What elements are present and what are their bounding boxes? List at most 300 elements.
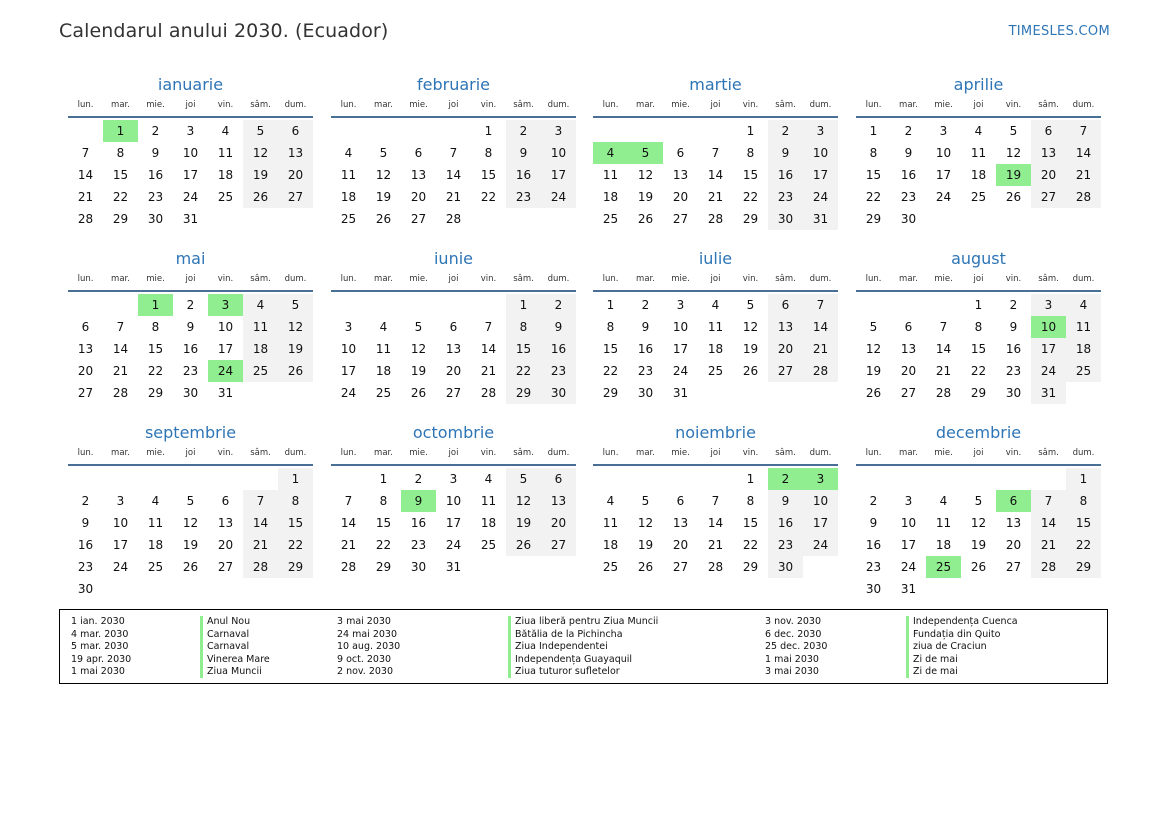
day-cell: 27 bbox=[541, 534, 576, 556]
day-cell: 30 bbox=[637, 386, 654, 400]
day-cell: 2 bbox=[414, 472, 423, 486]
weekday-label: sâm. bbox=[513, 448, 534, 458]
day-cell: 3 bbox=[116, 494, 125, 508]
weekday-label: lun. bbox=[865, 100, 882, 110]
weekday-label: joi bbox=[448, 274, 459, 284]
month-divider bbox=[856, 116, 1101, 118]
weekday-label: mar. bbox=[374, 274, 393, 284]
day-cell: 26 bbox=[1005, 190, 1022, 204]
holiday-date: 6 dec. 2030 bbox=[765, 628, 822, 640]
day-cell: 18 bbox=[602, 538, 619, 552]
day-cell: 7 bbox=[243, 490, 278, 512]
day-cell: 22 bbox=[742, 190, 759, 204]
month-name: august bbox=[951, 249, 1006, 268]
day-cell: 15 bbox=[147, 342, 164, 356]
weekday-label: mar. bbox=[899, 274, 918, 284]
day-cell: 1 bbox=[974, 298, 983, 312]
day-cell: 9 bbox=[641, 320, 650, 334]
weekday-label: dum. bbox=[809, 274, 832, 284]
weekday-label: vin. bbox=[217, 274, 234, 284]
day-cell: 1 bbox=[506, 294, 541, 316]
weekday-label: lun. bbox=[602, 100, 619, 110]
day-cell: 16 bbox=[768, 164, 803, 186]
day-cell: 2 bbox=[1009, 298, 1018, 312]
day-cell: 15 bbox=[970, 342, 987, 356]
month-name: aprilie bbox=[953, 75, 1004, 94]
day-cell: 2 bbox=[151, 124, 160, 138]
day-cell: 29 bbox=[1066, 556, 1101, 578]
weekday-label: vin. bbox=[480, 448, 497, 458]
day-cell: 19 bbox=[375, 190, 392, 204]
day-cell: 26 bbox=[182, 560, 199, 574]
day-cell: 11 bbox=[217, 146, 234, 160]
day-cell: 12 bbox=[742, 320, 759, 334]
day-cell: 22 bbox=[480, 190, 497, 204]
holiday-date: 10 aug. 2030 bbox=[337, 641, 401, 652]
weekday-label: joi bbox=[973, 448, 984, 458]
weekday-label: sâm. bbox=[1038, 100, 1059, 110]
day-cell: 10 bbox=[112, 516, 129, 530]
day-cell: 21 bbox=[340, 538, 357, 552]
weekday-label: lun. bbox=[340, 274, 357, 284]
holiday-name: Ziua Muncii bbox=[207, 666, 262, 677]
day-cell: 7 bbox=[449, 146, 458, 160]
day-cell: 30 bbox=[1005, 386, 1022, 400]
day-cell: 13 bbox=[1005, 516, 1022, 530]
day-cell: 25 bbox=[970, 190, 987, 204]
day-cell: 15 bbox=[742, 516, 759, 530]
day-cell: 8 bbox=[869, 146, 878, 160]
day-cell: 6 bbox=[414, 146, 423, 160]
day-cell: 14 bbox=[480, 342, 497, 356]
weekday-label: joi bbox=[185, 100, 196, 110]
holiday-day-cell: 6 bbox=[996, 490, 1031, 512]
holiday-date: 25 dec. 2030 bbox=[765, 641, 828, 652]
day-cell: 19 bbox=[506, 512, 541, 534]
weekday-label: vin. bbox=[217, 448, 234, 458]
day-cell: 10 bbox=[803, 142, 838, 164]
day-cell: 15 bbox=[480, 168, 497, 182]
day-cell: 24 bbox=[340, 386, 357, 400]
day-cell: 12 bbox=[637, 168, 654, 182]
day-cell: 28 bbox=[1066, 186, 1101, 208]
day-cell: 17 bbox=[182, 168, 199, 182]
day-cell: 14 bbox=[77, 168, 94, 182]
day-cell: 24 bbox=[803, 186, 838, 208]
day-cell: 21 bbox=[707, 538, 724, 552]
day-cell: 12 bbox=[865, 342, 882, 356]
day-cell: 17 bbox=[935, 168, 952, 182]
holiday-marker bbox=[906, 616, 909, 678]
day-cell: 13 bbox=[672, 168, 689, 182]
day-cell: 21 bbox=[935, 364, 952, 378]
month-ianuarie bbox=[68, 74, 313, 252]
weekday-label: vin. bbox=[742, 100, 759, 110]
day-cell: 30 bbox=[147, 212, 164, 226]
day-cell: 16 bbox=[147, 168, 164, 182]
day-cell: 11 bbox=[375, 342, 392, 356]
day-cell: 29 bbox=[112, 212, 129, 226]
day-cell: 6 bbox=[904, 320, 913, 334]
weekday-label: mie. bbox=[409, 448, 428, 458]
month-name: septembrie bbox=[144, 423, 237, 442]
day-cell: 20 bbox=[77, 364, 94, 378]
weekday-label: vin. bbox=[1005, 274, 1022, 284]
holiday-name: Carnaval bbox=[207, 628, 250, 640]
weekday-label: mar. bbox=[636, 100, 655, 110]
holiday-name: Ziua tuturor sufletelor bbox=[515, 666, 620, 677]
day-cell: 22 bbox=[1066, 534, 1101, 556]
weekday-label: mie. bbox=[934, 100, 953, 110]
day-cell: 22 bbox=[375, 538, 392, 552]
day-cell: 14 bbox=[803, 316, 838, 338]
day-cell: 26 bbox=[243, 186, 278, 208]
day-cell: 7 bbox=[81, 146, 90, 160]
day-cell: 12 bbox=[637, 516, 654, 530]
weekday-label: mie. bbox=[146, 274, 165, 284]
day-cell: 9 bbox=[541, 316, 576, 338]
day-cell: 10 bbox=[803, 490, 838, 512]
weekday-label: dum. bbox=[1072, 100, 1095, 110]
day-cell: 22 bbox=[112, 190, 129, 204]
day-cell: 17 bbox=[803, 164, 838, 186]
holiday-date: 24 mai 2030 bbox=[337, 628, 398, 640]
weekday-label: sâm. bbox=[1038, 274, 1059, 284]
day-cell: 13 bbox=[672, 516, 689, 530]
weekday-label: mie. bbox=[409, 274, 428, 284]
day-cell: 15 bbox=[742, 168, 759, 182]
day-cell: 10 bbox=[217, 320, 234, 334]
day-cell: 10 bbox=[541, 142, 576, 164]
day-cell: 8 bbox=[746, 494, 755, 508]
month-name: februarie bbox=[416, 75, 491, 94]
weekday-label: vin. bbox=[480, 100, 497, 110]
day-cell: 4 bbox=[344, 146, 353, 160]
weekday-label: mar. bbox=[899, 100, 918, 110]
month-aprilie bbox=[856, 74, 1101, 252]
day-cell: 23 bbox=[182, 364, 199, 378]
day-cell: 3 bbox=[676, 298, 685, 312]
day-cell: 4 bbox=[151, 494, 160, 508]
day-cell: 14 bbox=[243, 512, 278, 534]
day-cell: 14 bbox=[112, 342, 129, 356]
weekday-label: mie. bbox=[409, 100, 428, 110]
weekday-label: lun. bbox=[865, 274, 882, 284]
day-cell: 23 bbox=[900, 190, 917, 204]
weekday-label: lun. bbox=[77, 274, 94, 284]
weekday-label: sâm. bbox=[775, 100, 796, 110]
holiday-name: Ziua liberă pentru Ziua Muncii bbox=[515, 616, 659, 627]
holiday-date: 1 mai 2030 bbox=[71, 666, 125, 677]
holiday-date: 9 oct. 2030 bbox=[337, 653, 392, 665]
day-cell: 16 bbox=[410, 516, 427, 530]
holiday-date: 3 nov. 2030 bbox=[765, 616, 821, 627]
holiday-day-cell: 1 bbox=[103, 120, 138, 142]
day-cell: 25 bbox=[707, 364, 724, 378]
weekday-label: dum. bbox=[547, 100, 570, 110]
weekday-label: sâm. bbox=[513, 100, 534, 110]
day-cell: 18 bbox=[147, 538, 164, 552]
day-cell: 23 bbox=[506, 186, 541, 208]
weekday-label: vin. bbox=[742, 274, 759, 284]
day-cell: 16 bbox=[768, 512, 803, 534]
holiday-marker bbox=[200, 616, 203, 678]
day-cell: 27 bbox=[1005, 560, 1022, 574]
holiday-name: Bătălia de la Pichincha bbox=[515, 628, 623, 640]
day-cell: 2 bbox=[869, 494, 878, 508]
day-cell: 27 bbox=[77, 386, 94, 400]
weekday-label: vin. bbox=[480, 274, 497, 284]
holiday-date: 4 mar. 2030 bbox=[71, 628, 129, 640]
weekday-label: dum. bbox=[284, 274, 307, 284]
day-cell: 26 bbox=[410, 386, 427, 400]
weekday-label: joi bbox=[185, 448, 196, 458]
day-cell: 21 bbox=[77, 190, 94, 204]
day-cell: 17 bbox=[672, 342, 689, 356]
day-cell: 13 bbox=[1031, 142, 1066, 164]
day-cell: 22 bbox=[742, 538, 759, 552]
holiday-name: Ziua Independentei bbox=[515, 641, 608, 652]
day-cell: 13 bbox=[217, 516, 234, 530]
day-cell: 29 bbox=[742, 560, 759, 574]
day-cell: 25 bbox=[1066, 360, 1101, 382]
day-cell: 28 bbox=[77, 212, 94, 226]
day-cell: 24 bbox=[935, 190, 952, 204]
day-cell: 20 bbox=[900, 364, 917, 378]
day-cell: 30 bbox=[900, 212, 917, 226]
weekday-label: mar. bbox=[899, 448, 918, 458]
day-cell: 4 bbox=[1066, 294, 1101, 316]
day-cell: 22 bbox=[865, 190, 882, 204]
day-cell: 15 bbox=[375, 516, 392, 530]
holiday-name: Independența Cuenca bbox=[913, 616, 1018, 627]
day-cell: 25 bbox=[602, 560, 619, 574]
day-cell: 18 bbox=[602, 190, 619, 204]
site-link[interactable]: TIMESLES.COM bbox=[1008, 24, 1110, 39]
month-divider bbox=[593, 290, 838, 292]
month-name: ianuarie bbox=[157, 75, 224, 94]
day-cell: 7 bbox=[344, 494, 353, 508]
holiday-day-cell: 9 bbox=[401, 490, 436, 512]
day-cell: 20 bbox=[672, 190, 689, 204]
holiday-name: Carnaval bbox=[207, 641, 250, 652]
holiday-date: 1 mai 2030 bbox=[765, 653, 819, 665]
weekday-label: sâm. bbox=[775, 448, 796, 458]
day-cell: 7 bbox=[939, 320, 948, 334]
day-cell: 16 bbox=[1005, 342, 1022, 356]
holiday-day-cell: 5 bbox=[628, 142, 663, 164]
day-cell: 8 bbox=[746, 146, 755, 160]
day-cell: 1 bbox=[746, 472, 755, 486]
day-cell: 3 bbox=[803, 120, 838, 142]
month-name: decembrie bbox=[935, 423, 1022, 442]
day-cell: 21 bbox=[445, 190, 462, 204]
day-cell: 31 bbox=[217, 386, 234, 400]
weekday-label: mie. bbox=[671, 100, 690, 110]
holiday-legend bbox=[59, 609, 1108, 684]
holiday-day-cell: 19 bbox=[996, 164, 1031, 186]
day-cell: 17 bbox=[803, 512, 838, 534]
day-cell: 18 bbox=[707, 342, 724, 356]
day-cell: 25 bbox=[243, 360, 278, 382]
month-name: noiembrie bbox=[675, 423, 756, 442]
day-cell: 23 bbox=[637, 364, 654, 378]
month-septembrie bbox=[68, 422, 313, 600]
day-cell: 31 bbox=[900, 582, 917, 596]
day-cell: 10 bbox=[182, 146, 199, 160]
day-cell: 18 bbox=[935, 538, 952, 552]
day-cell: 9 bbox=[506, 142, 541, 164]
day-cell: 16 bbox=[541, 338, 576, 360]
day-cell: 1 bbox=[484, 124, 493, 138]
day-cell: 5 bbox=[379, 146, 388, 160]
day-cell: 23 bbox=[410, 538, 427, 552]
day-cell: 8 bbox=[974, 320, 983, 334]
weekday-label: lun. bbox=[340, 100, 357, 110]
day-cell: 26 bbox=[278, 360, 313, 382]
day-cell: 18 bbox=[480, 516, 497, 530]
day-cell: 27 bbox=[672, 212, 689, 226]
day-cell: 5 bbox=[243, 120, 278, 142]
weekday-label: sâm. bbox=[250, 448, 271, 458]
day-cell: 26 bbox=[742, 364, 759, 378]
day-cell: 24 bbox=[445, 538, 462, 552]
day-cell: 19 bbox=[410, 364, 427, 378]
day-cell: 23 bbox=[541, 360, 576, 382]
day-cell: 12 bbox=[375, 168, 392, 182]
day-cell: 24 bbox=[803, 534, 838, 556]
weekday-label: joi bbox=[973, 274, 984, 284]
day-cell: 15 bbox=[112, 168, 129, 182]
day-cell: 14 bbox=[707, 516, 724, 530]
day-cell: 15 bbox=[278, 512, 313, 534]
month-octombrie bbox=[331, 422, 576, 600]
day-cell: 14 bbox=[340, 516, 357, 530]
day-cell: 22 bbox=[506, 360, 541, 382]
weekday-label: sâm. bbox=[775, 274, 796, 284]
weekday-label: sâm. bbox=[1038, 448, 1059, 458]
weekday-label: vin. bbox=[1005, 448, 1022, 458]
weekday-label: lun. bbox=[340, 448, 357, 458]
day-cell: 6 bbox=[1031, 120, 1066, 142]
day-cell: 6 bbox=[676, 494, 685, 508]
day-cell: 29 bbox=[506, 382, 541, 404]
day-cell: 27 bbox=[445, 386, 462, 400]
day-cell: 3 bbox=[541, 120, 576, 142]
day-cell: 19 bbox=[865, 364, 882, 378]
day-cell: 10 bbox=[900, 516, 917, 530]
weekday-label: mie. bbox=[146, 100, 165, 110]
weekday-label: mar. bbox=[636, 448, 655, 458]
day-cell: 6 bbox=[449, 320, 458, 334]
holiday-day-cell: 2 bbox=[768, 468, 803, 490]
month-februarie bbox=[331, 74, 576, 252]
day-cell: 2 bbox=[541, 294, 576, 316]
holiday-name: Fundația din Quito bbox=[913, 628, 1001, 640]
weekday-label: mie. bbox=[671, 448, 690, 458]
holiday-marker bbox=[508, 616, 511, 678]
day-cell: 25 bbox=[375, 386, 392, 400]
day-cell: 1 bbox=[746, 124, 755, 138]
holiday-name: Zi de mai bbox=[913, 666, 958, 677]
day-cell: 12 bbox=[278, 316, 313, 338]
holiday-day-cell: 4 bbox=[593, 142, 628, 164]
day-cell: 11 bbox=[1066, 316, 1101, 338]
day-cell: 21 bbox=[1031, 534, 1066, 556]
day-cell: 22 bbox=[970, 364, 987, 378]
day-cell: 5 bbox=[974, 494, 983, 508]
day-cell: 13 bbox=[278, 142, 313, 164]
weekday-label: mie. bbox=[146, 448, 165, 458]
month-divider bbox=[331, 290, 576, 292]
day-cell: 5 bbox=[414, 320, 423, 334]
day-cell: 31 bbox=[803, 208, 838, 230]
day-cell: 28 bbox=[112, 386, 129, 400]
day-cell: 26 bbox=[637, 560, 654, 574]
day-cell: 9 bbox=[151, 146, 160, 160]
day-cell: 5 bbox=[869, 320, 878, 334]
day-cell: 24 bbox=[112, 560, 129, 574]
day-cell: 16 bbox=[182, 342, 199, 356]
day-cell: 15 bbox=[602, 342, 619, 356]
day-cell: 9 bbox=[186, 320, 195, 334]
day-cell: 26 bbox=[637, 212, 654, 226]
holiday-date: 3 mai 2030 bbox=[765, 666, 819, 677]
day-cell: 6 bbox=[676, 146, 685, 160]
day-cell: 4 bbox=[484, 472, 493, 486]
month-martie bbox=[593, 74, 838, 252]
day-cell: 31 bbox=[445, 560, 462, 574]
day-cell: 22 bbox=[147, 364, 164, 378]
day-cell: 18 bbox=[243, 338, 278, 360]
day-cell: 20 bbox=[217, 538, 234, 552]
day-cell: 13 bbox=[445, 342, 462, 356]
day-cell: 5 bbox=[1009, 124, 1018, 138]
month-name: iulie bbox=[698, 249, 733, 268]
day-cell: 10 bbox=[340, 342, 357, 356]
day-cell: 6 bbox=[541, 468, 576, 490]
day-cell: 7 bbox=[803, 294, 838, 316]
weekday-label: lun. bbox=[602, 448, 619, 458]
day-cell: 20 bbox=[410, 190, 427, 204]
day-cell: 24 bbox=[541, 186, 576, 208]
day-cell: 1 bbox=[278, 468, 313, 490]
weekday-label: vin. bbox=[1005, 100, 1022, 110]
day-cell: 5 bbox=[746, 298, 755, 312]
day-cell: 31 bbox=[672, 386, 689, 400]
day-cell: 19 bbox=[182, 538, 199, 552]
month-iulie bbox=[593, 248, 838, 426]
holiday-name: Anul Nou bbox=[207, 616, 251, 627]
day-cell: 29 bbox=[147, 386, 164, 400]
day-cell: 23 bbox=[77, 560, 94, 574]
day-cell: 27 bbox=[900, 386, 917, 400]
day-cell: 7 bbox=[711, 494, 720, 508]
day-cell: 17 bbox=[1031, 338, 1066, 360]
day-cell: 9 bbox=[81, 516, 90, 530]
day-cell: 27 bbox=[672, 560, 689, 574]
day-cell: 11 bbox=[935, 516, 952, 530]
day-cell: 24 bbox=[900, 560, 917, 574]
day-cell: 15 bbox=[1066, 512, 1101, 534]
holiday-day-cell: 3 bbox=[803, 468, 838, 490]
day-cell: 31 bbox=[182, 212, 199, 226]
day-cell: 12 bbox=[506, 490, 541, 512]
day-cell: 19 bbox=[742, 342, 759, 356]
day-cell: 26 bbox=[375, 212, 392, 226]
day-cell: 25 bbox=[480, 538, 497, 552]
weekday-label: vin. bbox=[742, 448, 759, 458]
